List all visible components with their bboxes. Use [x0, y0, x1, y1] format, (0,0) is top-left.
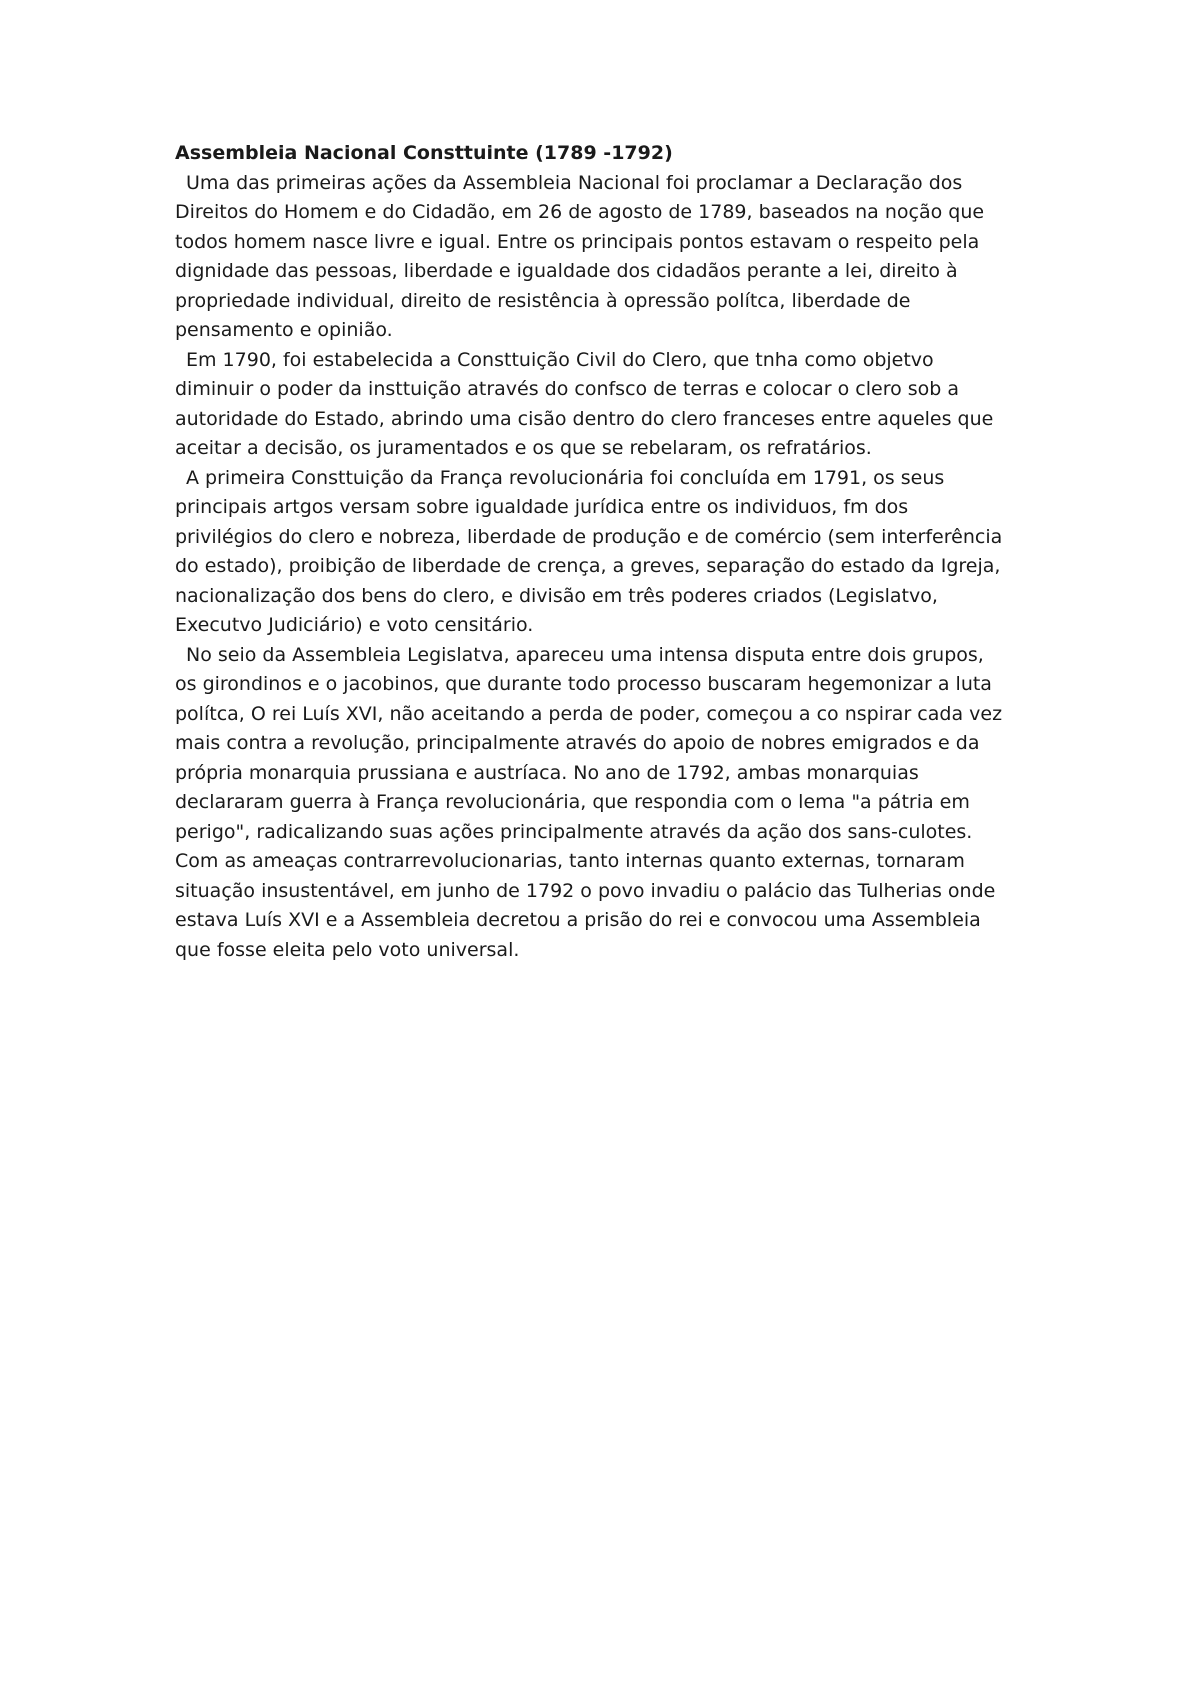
text-line: diminuir o poder da insttuição através do confsco de terras e colocar o clero sob a	[175, 378, 960, 400]
text-line: principais artgos versam sobre igualdade jurídica entre os individuos, fm dos	[175, 496, 909, 518]
paragraph-3	[175, 464, 1055, 641]
text-line: do estado), proibição de liberdade de crença, a greves, separação do estado da Igreja,	[175, 555, 1001, 577]
text-line: que fosse eleita pelo voto universal.	[175, 938, 520, 961]
text-line: Em 1790, foi estabelecida a Consttuição Civil do Clero, que tnha como objetvo	[186, 348, 934, 371]
text-line: Direitos do Homem e do Cidadão, em 26 de agosto de 1789, baseados na noção que	[175, 201, 985, 223]
document-body	[175, 139, 1055, 965]
text-line: aceitar a decisão, os juramentados e os que se rebelaram, os refratários.	[175, 437, 872, 459]
paragraph-4	[175, 641, 1055, 966]
text-line: estava Luís XVI e a Assembleia decretou a prisão do rei e convocou uma Assembleia	[175, 909, 981, 931]
text-line: mais contra a revolução, principalmente através do apoio de nobres emigrados e da	[175, 732, 980, 754]
text-line: autoridade do Estado, abrindo uma cisão dentro do clero franceses entre aqueles que	[175, 407, 994, 430]
text-line: nacionalização dos bens do clero, e divisão em três poderes criados (Legislatvo,	[175, 584, 938, 607]
text-line: Executvo Judiciário) e voto censitário.	[175, 614, 534, 636]
text-line: propriedade individual, direito de resistência à opressão polítca, liberdade de	[175, 289, 911, 312]
text-line: dignidade das pessoas, liberdade e igualdade dos cidadãos perante a lei, direito à	[175, 260, 958, 282]
text-line: todos homem nasce livre e igual. Entre os principais pontos estavam o respeito pela	[175, 230, 980, 253]
text-line: própria monarquia prussiana e austríaca. No ano de 1792, ambas monarquias	[175, 761, 919, 784]
text-line: os girondinos e o jacobinos, que durante todo processo buscaram hegemonizar a luta	[175, 673, 992, 695]
text-line: Uma das primeiras ações da Assembleia Nacional foi proclamar a Declaração dos	[186, 171, 963, 194]
text-line: No seio da Assembleia Legislatva, apareceu uma intensa disputa entre dois grupos,	[186, 643, 984, 666]
text-line: pensamento e opinião.	[175, 319, 393, 341]
text-line: situação insustentável, em junho de 1792 o povo invadiu o palácio das Tulherias onde	[175, 879, 996, 902]
document-title: Assembleia Nacional Consttuinte (1789 -1792)	[175, 142, 673, 164]
text-line: A primeira Consttuição da França revolucionária foi concluída em 1791, os seus	[186, 466, 945, 489]
text-line: privilégios do clero e nobreza, liberdade de produção e de comércio (sem interferência	[175, 525, 1003, 548]
text-line: polítca, O rei Luís XVI, não aceitando a perda de poder, começou a co nspirar cada vez	[175, 702, 1003, 725]
paragraph-2	[175, 346, 1055, 464]
text-line: perigo", radicalizando suas ações principalmente através da ação dos sans-culotes.	[175, 820, 973, 843]
paragraph-1	[175, 169, 1055, 346]
text-line: Com as ameaças contrarrevolucionarias, tanto internas quanto externas, tornaram	[175, 850, 965, 872]
text-line: declararam guerra à França revolucionária, que respondia com o lema "a pátria em	[175, 791, 970, 813]
